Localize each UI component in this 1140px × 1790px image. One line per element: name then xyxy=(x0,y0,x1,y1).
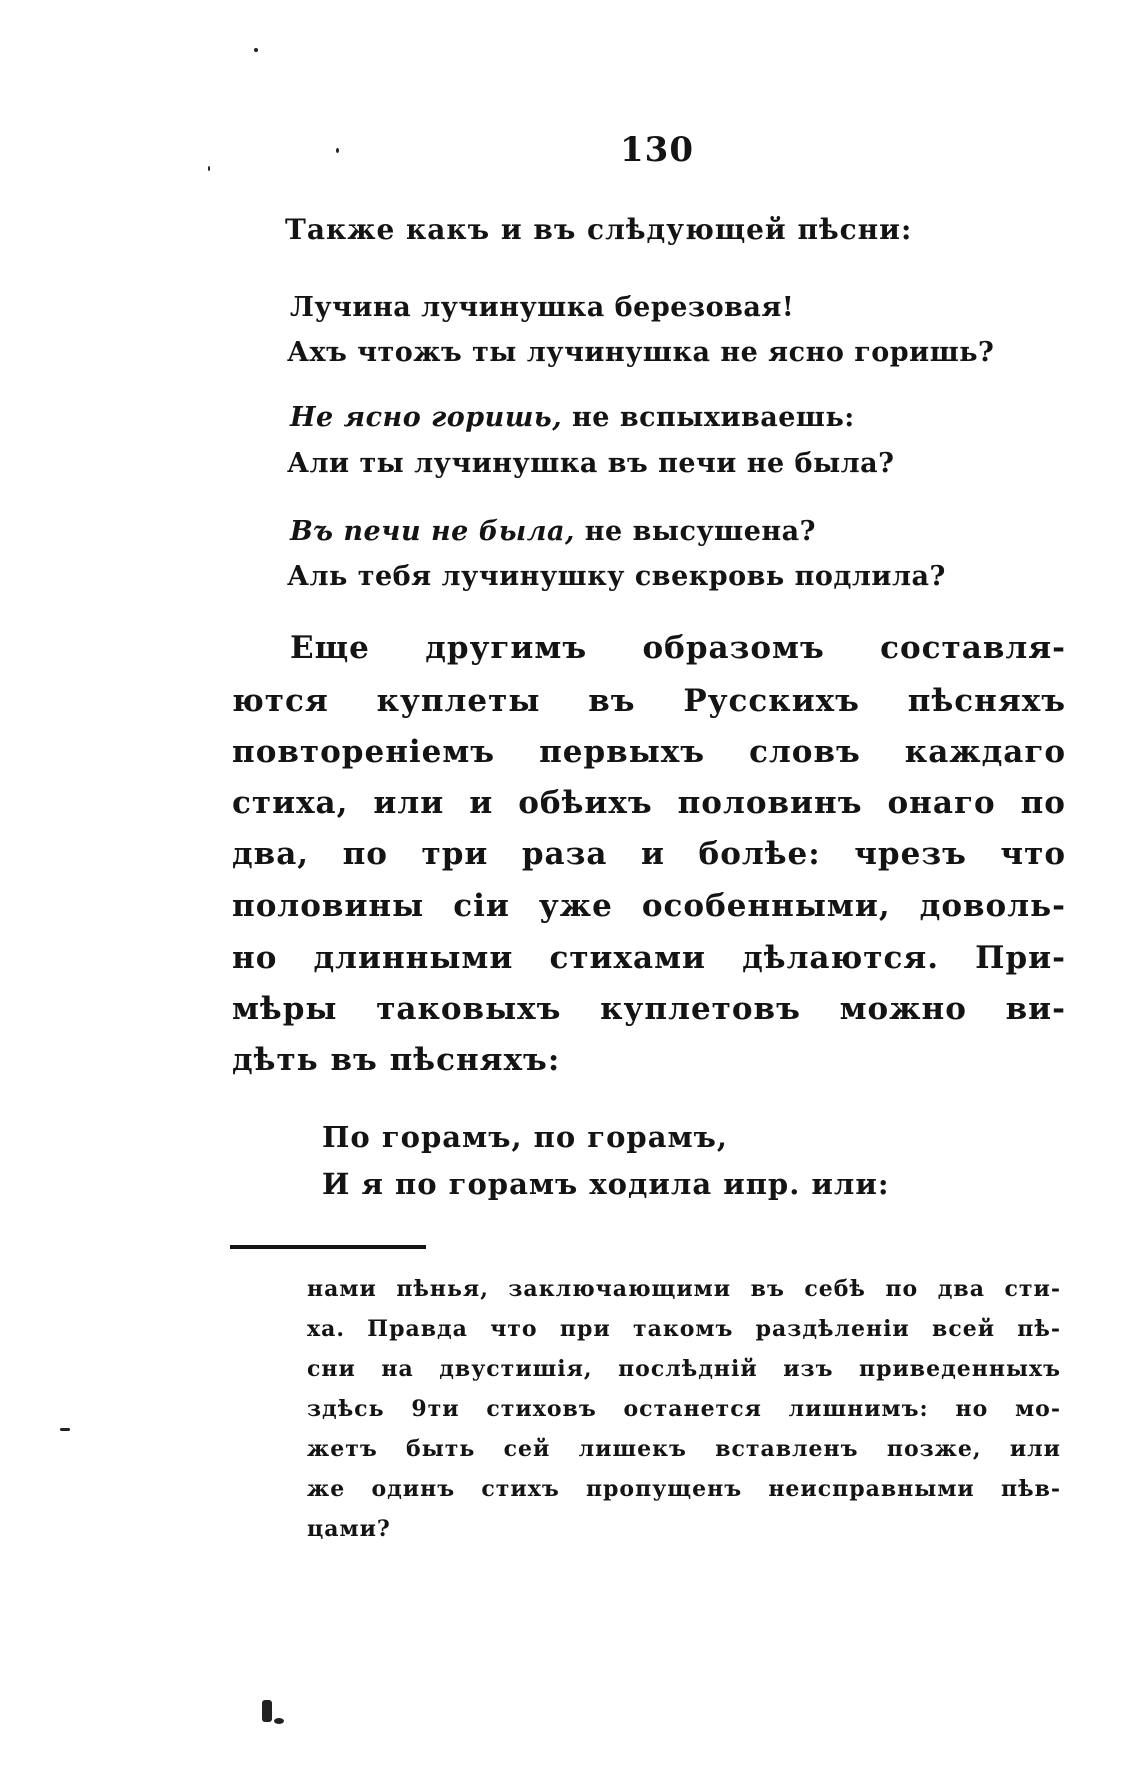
verse-refrain: Въ печи не была, xyxy=(290,516,575,547)
scan-speck xyxy=(336,148,339,153)
footnote-line: ха. Правда что при такомъ раздѣленіи всей пѣ- xyxy=(307,1316,1061,1342)
footnote-line: жетъ быть сей лишекъ вставленъ позже, или xyxy=(307,1436,1061,1462)
verse-refrain: Не ясно горишь, xyxy=(290,402,563,433)
scan-speck xyxy=(208,166,210,171)
paragraph-line: два, по три раза и болѣе: чрезъ что xyxy=(232,836,1066,872)
verse-line xyxy=(290,516,816,547)
footnote-line: же одинъ стихъ пропущенъ неисправными пѣв- xyxy=(307,1476,1061,1502)
verse-text: не высушена? xyxy=(574,516,816,547)
paragraph-line: Еще другимъ образомъ составля- xyxy=(290,630,1066,666)
paragraph-line: мѣры таковыхъ куплетовъ можно ви- xyxy=(232,991,1066,1027)
verse-text: не вспыхиваешь: xyxy=(562,402,855,433)
paragraph-line: стиха, или и обѣихъ половинъ онаго по xyxy=(232,785,1066,821)
scan-speck xyxy=(60,1428,70,1431)
footnote-line: сни на двустишія, послѣдній изъ приведенныхъ xyxy=(307,1356,1061,1382)
paragraph-line: ются куплеты въ Русскихъ пѣсняхъ xyxy=(232,683,1066,719)
paragraph-line: повтореніемъ первыхъ словъ каждаго xyxy=(232,734,1066,770)
quote-line: И я по горамъ ходила ипр. или: xyxy=(322,1167,890,1201)
scan-speck xyxy=(254,48,258,52)
footnote-rule xyxy=(230,1245,426,1249)
quote-line: По горамъ, по горамъ, xyxy=(322,1120,729,1154)
verse-line: Аль тебя лучинушку свекровь подлила? xyxy=(287,561,946,592)
intro-line: Также какъ и въ слѣдующей пѣсни: xyxy=(285,213,913,246)
paragraph-line: половины сіи уже особенными, доволь- xyxy=(232,888,1066,924)
verse-text: Лучина лучинушка березовая! xyxy=(290,292,795,323)
scan-speck xyxy=(274,1718,284,1724)
footnote-line: нами пѣнья, заключающими въ себѣ по два сти- xyxy=(307,1276,1061,1302)
verse-line: Али ты лучинушка въ печи не была? xyxy=(287,448,895,479)
verse-line: Ахъ чтожъ ты лучинушка не ясно горишь? xyxy=(287,337,995,368)
page-number: 130 xyxy=(620,130,694,170)
footnote-line: цами? xyxy=(307,1516,391,1542)
verse-line xyxy=(290,292,794,323)
verse-line xyxy=(290,402,855,433)
scan-speck xyxy=(262,1700,272,1722)
paragraph-line: но длинными стихами дѣлаются. При- xyxy=(232,940,1066,976)
paragraph-line: дѣть въ пѣсняхъ: xyxy=(232,1042,561,1078)
footnote-line: здѣсь 9ти стиховъ останется лишнимъ: но мо- xyxy=(307,1396,1061,1422)
